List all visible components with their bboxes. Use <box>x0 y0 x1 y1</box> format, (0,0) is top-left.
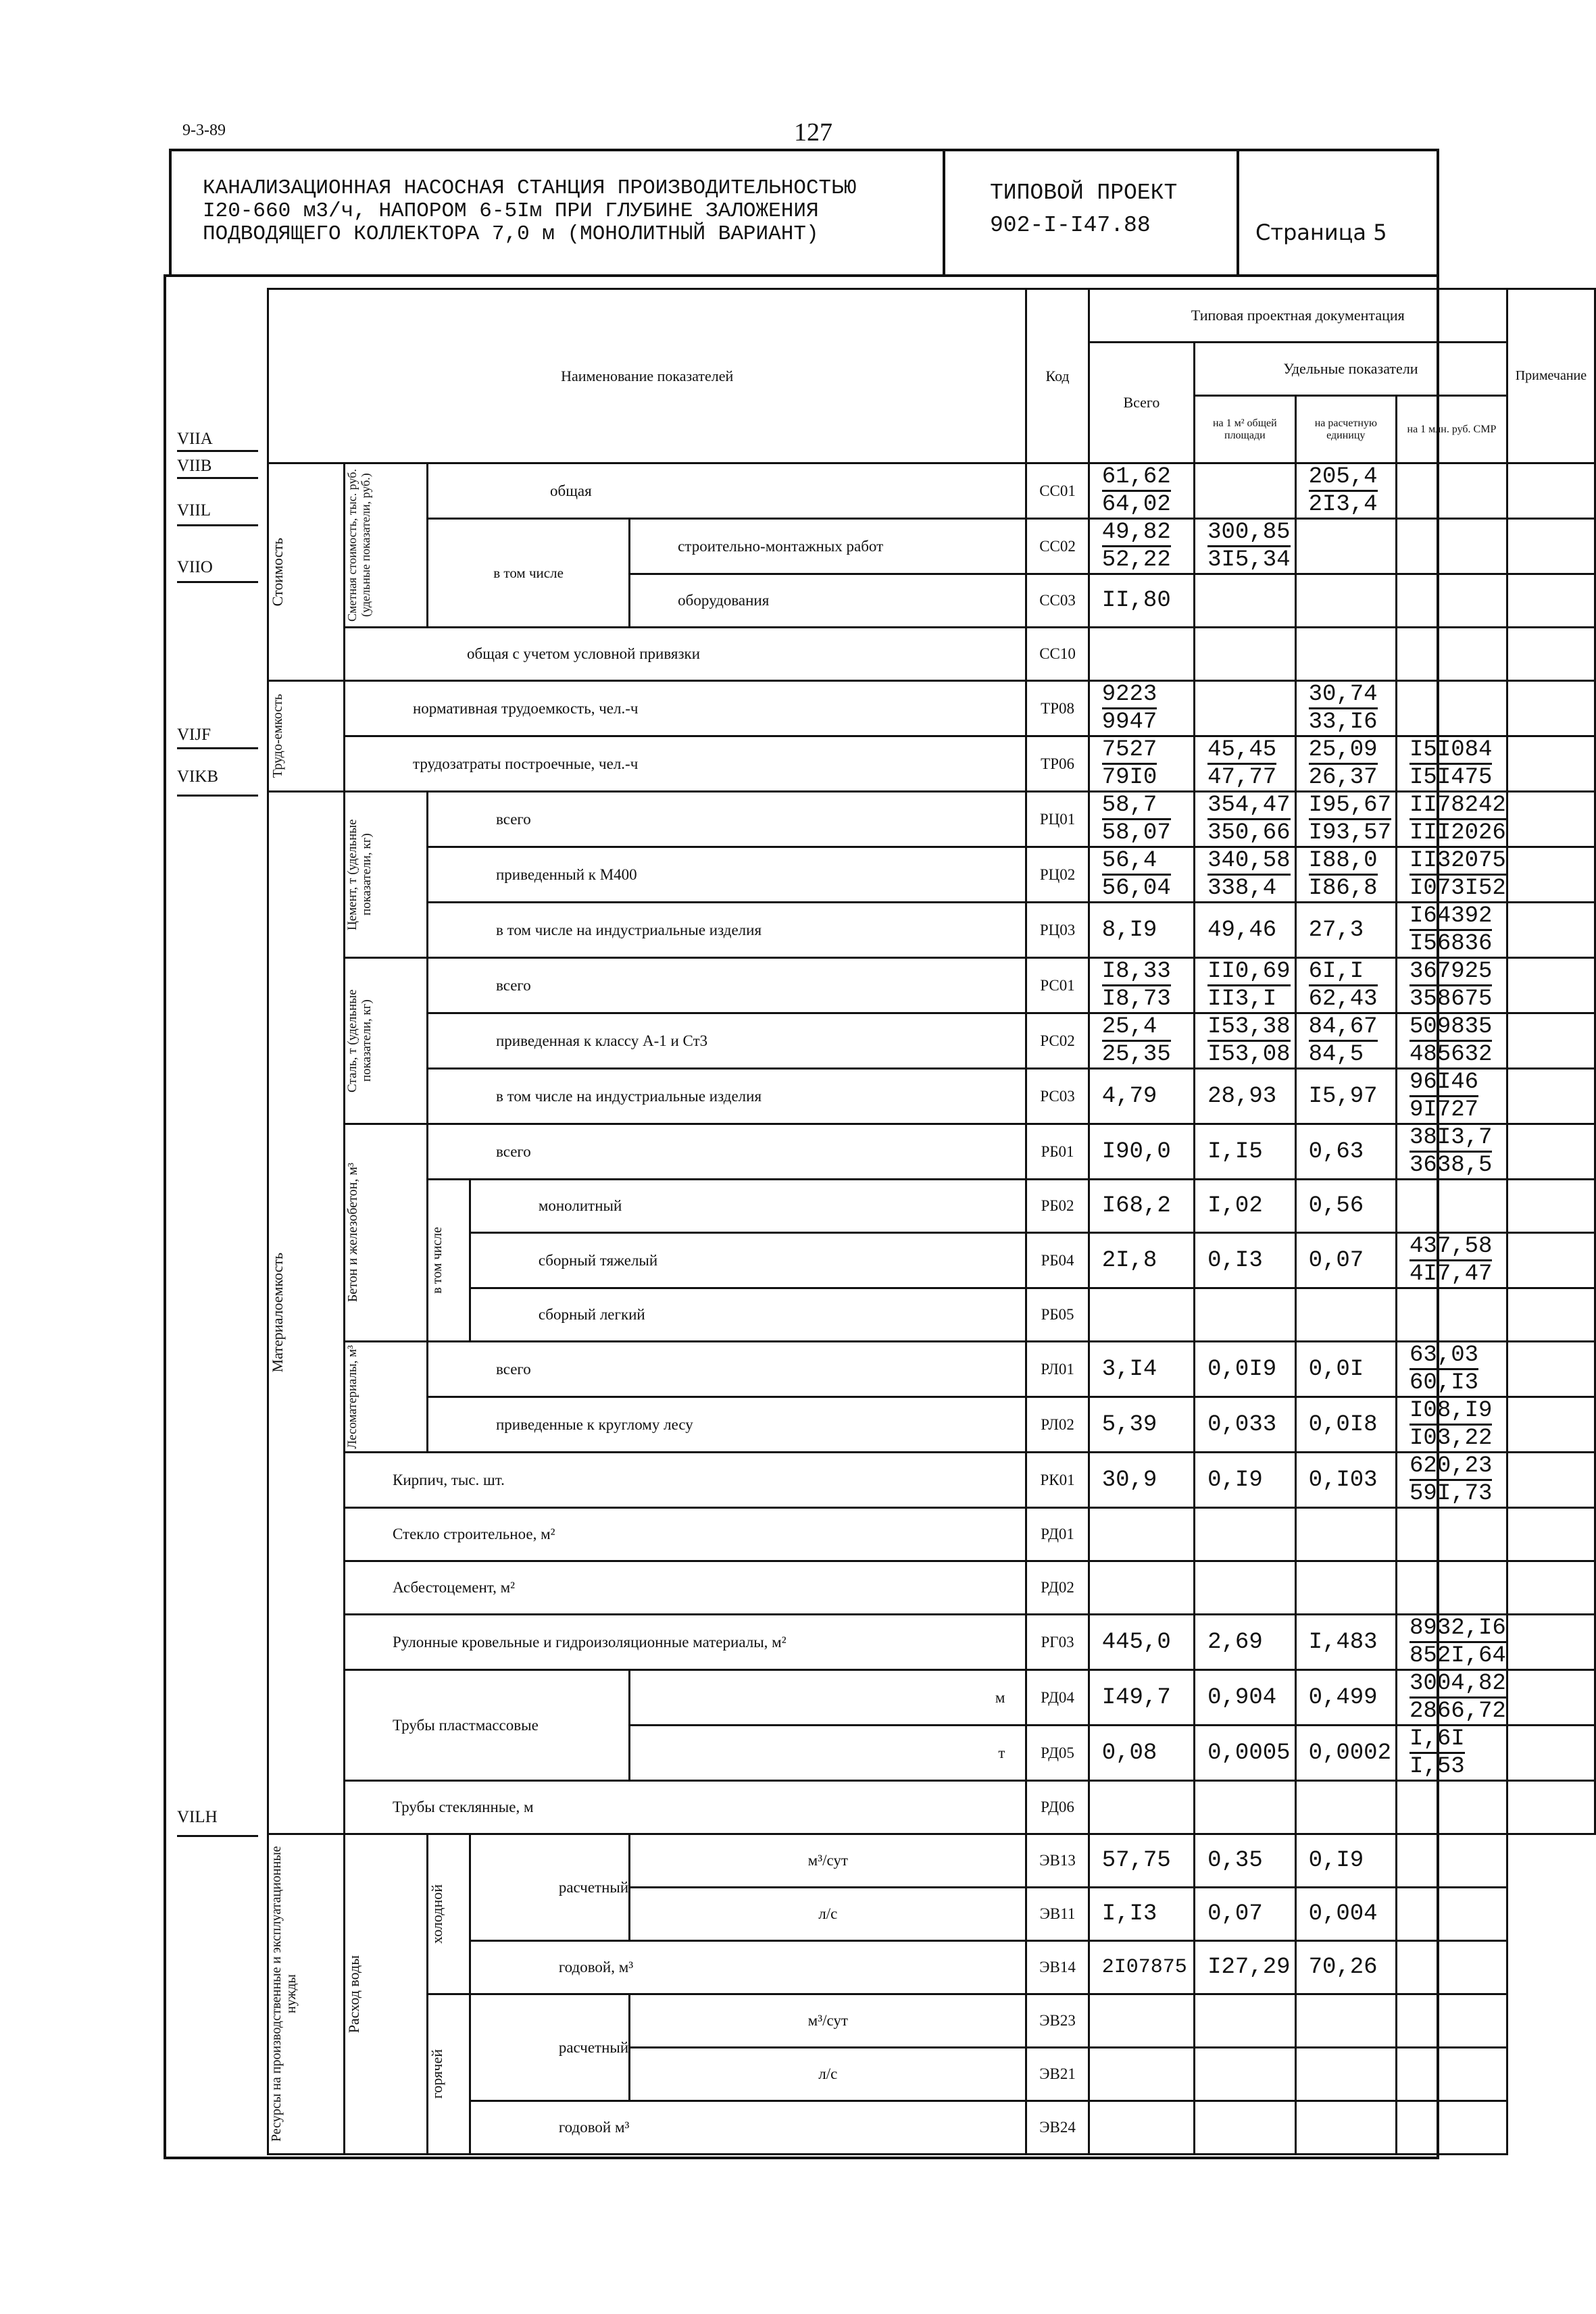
unit-label: м <box>630 1670 1026 1726</box>
cell-value: 0,07 <box>1295 1233 1396 1288</box>
in-that-label: в том числе <box>428 519 630 628</box>
cell-value: 4,79 <box>1089 1069 1194 1124</box>
cell-value <box>1397 1561 1507 1615</box>
row-code: РС02 <box>1026 1013 1089 1069</box>
row-code: СС01 <box>1026 463 1089 519</box>
cell-value: 0,07 <box>1195 1888 1295 1941</box>
cell-value <box>1295 1994 1396 2048</box>
row-name: в том числе на индустриальные изделия <box>428 903 1026 958</box>
cell-value: 0,I9 <box>1295 1834 1396 1888</box>
header-per-unit: на расчетную единицу <box>1295 396 1396 463</box>
cell-note <box>1507 1615 1595 1670</box>
cell-value <box>1397 681 1507 736</box>
unit-label: л/с <box>630 2048 1026 2101</box>
group-cold: холодной <box>428 1834 470 1994</box>
cell-value: $\frac{I8,33}{I8,73}$ <box>1089 958 1194 1013</box>
cell-note <box>1507 628 1595 681</box>
cell-value: $\frac{25,4}{25,35}$ <box>1089 1013 1194 1069</box>
row-name: приведенный к М400 <box>428 847 1026 903</box>
cell-value: $\frac{I95,67}{I93,57}$ <box>1295 792 1396 847</box>
cell-value: 2I,8 <box>1089 1233 1194 1288</box>
cell-value <box>1295 1561 1396 1615</box>
header-note: Примечание <box>1507 289 1595 463</box>
cell-value <box>1397 2048 1507 2101</box>
side-label: VILH <box>177 1808 218 1826</box>
cell-value: $\frac{I53,38}{I53,08}$ <box>1195 1013 1295 1069</box>
cell-value: $\frac{3004,82}{2866,72}$ <box>1397 1670 1507 1726</box>
cell-value: $\frac{49,82}{52,22}$ <box>1089 519 1194 574</box>
cell-value: 0,63 <box>1295 1124 1396 1180</box>
row-name: всего <box>428 958 1026 1013</box>
cell-value <box>1397 1781 1507 1834</box>
group-steel: Сталь, т (удельные показатели, кг) <box>345 958 428 1124</box>
side-label: VIKB <box>177 768 219 786</box>
row-code: РД01 <box>1026 1508 1089 1561</box>
header-per-m2: на 1 м² общей площади <box>1195 396 1295 463</box>
row-code: СС03 <box>1026 574 1089 628</box>
cell-value: 30,9 <box>1089 1453 1194 1508</box>
cell-value: $\frac{I08,I9}{I03,22}$ <box>1397 1397 1507 1453</box>
unit-label: л/с <box>630 1888 1026 1941</box>
cell-value <box>1397 1508 1507 1561</box>
cell-note <box>1507 1670 1595 1726</box>
cell-value: $\frac{I,6I}{I,53}$ <box>1397 1726 1507 1781</box>
row-name: трудозатраты построечные, чел.-ч <box>345 736 1026 792</box>
group-concrete-sub: в том числе <box>428 1180 470 1342</box>
cell-value: 0,0I8 <box>1295 1397 1396 1453</box>
cell-value <box>1397 1288 1507 1342</box>
cell-value: I,I5 <box>1195 1124 1295 1180</box>
row-code: РБ04 <box>1026 1233 1089 1288</box>
cell-value: 2I07875 <box>1089 1941 1194 1994</box>
cell-value: 0,0002 <box>1295 1726 1396 1781</box>
cell-value <box>1295 1781 1396 1834</box>
row-name: в том числе на индустриальные изделия <box>428 1069 1026 1124</box>
cell-note <box>1507 574 1595 628</box>
cell-value: $\frac{I64392}{I56836}$ <box>1397 903 1507 958</box>
header-typical: Типовая проектная документация <box>1089 289 1507 343</box>
cell-value: 2,69 <box>1195 1615 1295 1670</box>
cell-note <box>1507 1233 1595 1288</box>
cell-value <box>1195 574 1295 628</box>
group-timber: Лесоматериалы, м³ <box>345 1342 428 1453</box>
cell-value: $\frac{II0,69}{II3,I}$ <box>1195 958 1295 1013</box>
cell-value: 3,I4 <box>1089 1342 1194 1397</box>
cell-value <box>1195 1561 1295 1615</box>
cell-value: $\frac{84,67}{84,5}$ <box>1295 1013 1396 1069</box>
cell-note <box>1507 1288 1595 1342</box>
cell-value: 0,499 <box>1295 1670 1396 1726</box>
row-name: расчетный <box>470 1994 629 2101</box>
cell-value: $\frac{45,45}{47,77}$ <box>1195 736 1295 792</box>
row-code: РГ03 <box>1026 1615 1089 1670</box>
cell-value: 8,I9 <box>1089 903 1194 958</box>
group-concrete: Бетон и железобетон, м³ <box>345 1124 428 1342</box>
row-code: ЭВ21 <box>1026 2048 1089 2101</box>
cell-value <box>1089 2048 1194 2101</box>
cell-value: 57,75 <box>1089 1834 1194 1888</box>
cell-value <box>1195 628 1295 681</box>
unit-label: т <box>630 1726 1026 1781</box>
row-name: сборный тяжелый <box>470 1233 1026 1288</box>
cell-value: $\frac{509835}{485632}$ <box>1397 1013 1507 1069</box>
header-code: Код <box>1026 289 1089 463</box>
row-code: РБ05 <box>1026 1288 1089 1342</box>
side-label: VIIO <box>177 558 213 576</box>
cell-value <box>1397 519 1507 574</box>
cell-note <box>1507 1069 1595 1124</box>
cell-value: 5,39 <box>1089 1397 1194 1453</box>
row-name: Асбестоцемент, м² <box>345 1561 1026 1615</box>
row-name: приведенная к классу А-1 и Ст3 <box>428 1013 1026 1069</box>
cell-value: $\frac{8932,I6}{852I,64}$ <box>1397 1615 1507 1670</box>
cell-note <box>1507 519 1595 574</box>
cell-note <box>1507 1508 1595 1561</box>
cell-value: $\frac{620,23}{59I,73}$ <box>1397 1453 1507 1508</box>
cell-value: 445,0 <box>1089 1615 1194 1670</box>
cell-value: $\frac{205,4}{2I3,4}$ <box>1295 463 1396 519</box>
cell-note <box>1507 463 1595 519</box>
group-cement: Цемент, т (удельные показатели, кг) <box>345 792 428 958</box>
row-name: всего <box>428 1342 1026 1397</box>
row-code: РЦ03 <box>1026 903 1089 958</box>
row-name: приведенные к круглому лесу <box>428 1397 1026 1453</box>
cell-value: $\frac{I5I084}{I5I475}$ <box>1397 736 1507 792</box>
doc-ref: 9-3-89 <box>182 122 226 139</box>
header-per-mln: на 1 млн. руб. СМР <box>1397 396 1507 463</box>
cell-value: 0,I9 <box>1195 1453 1295 1508</box>
row-name: расчетный <box>470 1834 629 1941</box>
cell-value: I90,0 <box>1089 1124 1194 1180</box>
cell-value: I5,97 <box>1295 1069 1396 1124</box>
cell-value <box>1397 1888 1507 1941</box>
cell-value <box>1295 2048 1396 2101</box>
unit-label: м³/сут <box>630 1994 1026 2048</box>
group-water: Расход воды <box>345 1834 428 2155</box>
cell-value: 0,35 <box>1195 1834 1295 1888</box>
row-code: РБ02 <box>1026 1180 1089 1233</box>
cell-note <box>1507 903 1595 958</box>
header-total: Всего <box>1089 343 1194 463</box>
cell-value <box>1195 1288 1295 1342</box>
cell-value <box>1089 1508 1194 1561</box>
cell-value: 27,3 <box>1295 903 1396 958</box>
row-name: Стекло строительное, м² <box>345 1508 1026 1561</box>
cell-value: $\frac{I88,0}{I86,8}$ <box>1295 847 1396 903</box>
row-code: ТР06 <box>1026 736 1089 792</box>
cell-value: $\frac{354,47}{350,66}$ <box>1195 792 1295 847</box>
row-code: РС01 <box>1026 958 1089 1013</box>
cell-value <box>1295 628 1396 681</box>
cell-value: I27,29 <box>1195 1941 1295 1994</box>
cell-value <box>1295 519 1396 574</box>
cell-value: $\frac{38I3,7}{3638,5}$ <box>1397 1124 1507 1180</box>
cell-value <box>1397 463 1507 519</box>
cell-value <box>1397 2101 1507 2155</box>
cell-value <box>1295 574 1396 628</box>
group-cost: Стоимость <box>268 463 345 681</box>
side-label: VIJF <box>177 726 211 744</box>
cell-note <box>1507 1726 1595 1781</box>
row-code: ЭВ13 <box>1026 1834 1089 1888</box>
cell-value: I68,2 <box>1089 1180 1194 1233</box>
cell-value: $\frac{340,58}{338,4}$ <box>1195 847 1295 903</box>
cell-note <box>1507 958 1595 1013</box>
row-name: нормативная трудоемкость, чел.-ч <box>345 681 1026 736</box>
cell-note <box>1507 736 1595 792</box>
row-code: РД04 <box>1026 1670 1089 1726</box>
cell-note <box>1507 792 1595 847</box>
page-number: 127 <box>794 118 832 147</box>
cell-value <box>1295 1508 1396 1561</box>
cell-value: 0,I03 <box>1295 1453 1396 1508</box>
row-name: монолитный <box>470 1180 1026 1233</box>
row-code: РС03 <box>1026 1069 1089 1124</box>
row-name: Кирпич, тыс. шт. <box>345 1453 1026 1508</box>
row-code: РБ01 <box>1026 1124 1089 1180</box>
row-code: ЭВ23 <box>1026 1994 1089 2048</box>
cell-value <box>1397 1994 1507 2048</box>
side-label: VIIB <box>177 457 212 475</box>
cell-value: $\frac{II32075}{I073I52}$ <box>1397 847 1507 903</box>
cell-note <box>1507 847 1595 903</box>
title: КАНАЛИЗАЦИОННАЯ НАСОСНАЯ СТАНЦИЯ ПРОИЗВОДИТЕЛЬНОСТЬЮ I20-660 м3/ч, НАПОРОМ 6-5Iм ПРИ ГЛУБИНЕ ЗАЛОЖЕНИЯ ПОДВОДЯЩЕГО КОЛЛЕКТОРА 7,0 м (МОНОЛИТНЫЙ ВАРИАНТ) <box>203 176 857 246</box>
cell-value <box>1295 2101 1396 2155</box>
row-name: годовой м³ <box>470 2101 1026 2155</box>
row-code: РЛ02 <box>1026 1397 1089 1453</box>
cell-note <box>1507 1342 1595 1397</box>
cell-value <box>1397 1941 1507 1994</box>
cell-note <box>1507 1124 1595 1180</box>
group-resources: Ресурсы на производственные и эксплуатационные нужды <box>268 1834 345 2155</box>
cell-value <box>1089 1994 1194 2048</box>
row-name: строительно-монтажных работ <box>630 519 1026 574</box>
cell-value <box>1089 2101 1194 2155</box>
group-hot: горячей <box>428 1994 470 2155</box>
cell-value: I,483 <box>1295 1615 1396 1670</box>
group-cost-sub: Сметная стоимость, тыс. руб. (удельные показатели, руб.) <box>345 463 428 628</box>
row-name: всего <box>428 1124 1026 1180</box>
row-code: РЛ01 <box>1026 1342 1089 1397</box>
row-code: ТР08 <box>1026 681 1089 736</box>
row-code: ЭВ11 <box>1026 1888 1089 1941</box>
row-code: РД06 <box>1026 1781 1089 1834</box>
row-name: Трубы пластмассовые <box>345 1670 630 1781</box>
cell-value <box>1195 2048 1295 2101</box>
row-name: оборудования <box>630 574 1026 628</box>
cell-value: 0,904 <box>1195 1670 1295 1726</box>
cell-value <box>1089 628 1194 681</box>
cell-value: 0,I3 <box>1195 1233 1295 1288</box>
group-labor: Трудо-емкость <box>268 681 345 792</box>
cell-value: II,80 <box>1089 574 1194 628</box>
cell-value: I49,7 <box>1089 1670 1194 1726</box>
cell-value: 0,004 <box>1295 1888 1396 1941</box>
group-materials: Материалоемкость <box>268 792 345 1834</box>
cell-value: I,02 <box>1195 1180 1295 1233</box>
cell-value: 49,46 <box>1195 903 1295 958</box>
cell-value: $\frac{II78242}{\text{III2026}}$ <box>1397 792 1507 847</box>
row-name: Трубы стеклянные, м <box>345 1781 1026 1834</box>
row-code: РД05 <box>1026 1726 1089 1781</box>
header-name: Наименование показателей <box>268 289 1026 463</box>
cell-value <box>1397 574 1507 628</box>
cell-note <box>1507 1397 1595 1453</box>
cell-value: 0,56 <box>1295 1180 1396 1233</box>
cell-note <box>1507 1013 1595 1069</box>
cell-value: $\frac{56,4}{56,04}$ <box>1089 847 1194 903</box>
cell-value <box>1397 1180 1507 1233</box>
row-code: ЭВ24 <box>1026 2101 1089 2155</box>
unit-label: м³/сут <box>630 1834 1026 1888</box>
row-code: РК01 <box>1026 1453 1089 1508</box>
side-label: VIIL <box>177 501 211 520</box>
cell-note <box>1507 1781 1595 1834</box>
row-code: СС02 <box>1026 519 1089 574</box>
cell-value <box>1195 1994 1295 2048</box>
row-name: годовой, м³ <box>470 1941 1026 1994</box>
row-code: ЭВ14 <box>1026 1941 1089 1994</box>
row-name: общая <box>428 463 1026 519</box>
cell-value: $\frac{58,7}{58,07}$ <box>1089 792 1194 847</box>
cell-value: 28,93 <box>1195 1069 1295 1124</box>
cell-value <box>1089 1288 1194 1342</box>
sheet-label: Страница 5 <box>1255 220 1387 245</box>
cell-value: 0,0I9 <box>1195 1342 1295 1397</box>
cell-value: $\frac{63,03}{60,I3}$ <box>1397 1342 1507 1397</box>
cell-value: 0,0005 <box>1195 1726 1295 1781</box>
cell-value: $\frac{9223}{9947}$ <box>1089 681 1194 736</box>
row-code: РЦ02 <box>1026 847 1089 903</box>
header-specific: Удельные показатели <box>1195 343 1507 396</box>
cell-value: 70,26 <box>1295 1941 1396 1994</box>
row-code: СС10 <box>1026 628 1089 681</box>
cell-note <box>1507 1180 1595 1233</box>
side-label: VIIA <box>177 430 213 448</box>
cell-value: 0,0I <box>1295 1342 1396 1397</box>
cell-value: 0,033 <box>1195 1397 1295 1453</box>
cell-value <box>1195 1781 1295 1834</box>
cell-value: $\frac{367925}{358675}$ <box>1397 958 1507 1013</box>
cell-value: $\frac{25,09}{26,37}$ <box>1295 736 1396 792</box>
cell-note <box>1507 681 1595 736</box>
cell-value <box>1089 1781 1194 1834</box>
cell-value <box>1195 2101 1295 2155</box>
cell-value: $\frac{300,85}{3I5,34}$ <box>1195 519 1295 574</box>
cell-note <box>1507 1453 1595 1508</box>
cell-value: I,I3 <box>1089 1888 1194 1941</box>
cell-value: $\frac{7527}{79I0}$ <box>1089 736 1194 792</box>
cell-value <box>1397 628 1507 681</box>
row-code: РЦ01 <box>1026 792 1089 847</box>
cell-value <box>1397 1834 1507 1888</box>
cell-value <box>1195 681 1295 736</box>
project-info: ТИПОВОЙ ПРОЕКТ 902-I-I47.88 <box>990 180 1178 238</box>
cell-value: $\frac{96I46}{9I727}$ <box>1397 1069 1507 1124</box>
cell-value: 0,08 <box>1089 1726 1194 1781</box>
cell-value: $\frac{61,62}{64,02}$ <box>1089 463 1194 519</box>
cell-value <box>1295 1288 1396 1342</box>
cell-value: $\frac{437,58}{4I7,47}$ <box>1397 1233 1507 1288</box>
cell-value <box>1195 1508 1295 1561</box>
cell-value: $\frac{6I,I}{62,43}$ <box>1295 958 1396 1013</box>
row-name: всего <box>428 792 1026 847</box>
cell-value: $\frac{30,74}{33,I6}$ <box>1295 681 1396 736</box>
cell-note <box>1507 1561 1595 1615</box>
row-code: РД02 <box>1026 1561 1089 1615</box>
cell-value <box>1195 463 1295 519</box>
row-name: сборный легкий <box>470 1288 1026 1342</box>
row-name: общая с учетом условной привязки <box>345 628 1026 681</box>
cell-value <box>1089 1561 1194 1615</box>
indicators-table <box>267 288 1596 2155</box>
row-name: Рулонные кровельные и гидроизоляционные материалы, м² <box>345 1615 1026 1670</box>
